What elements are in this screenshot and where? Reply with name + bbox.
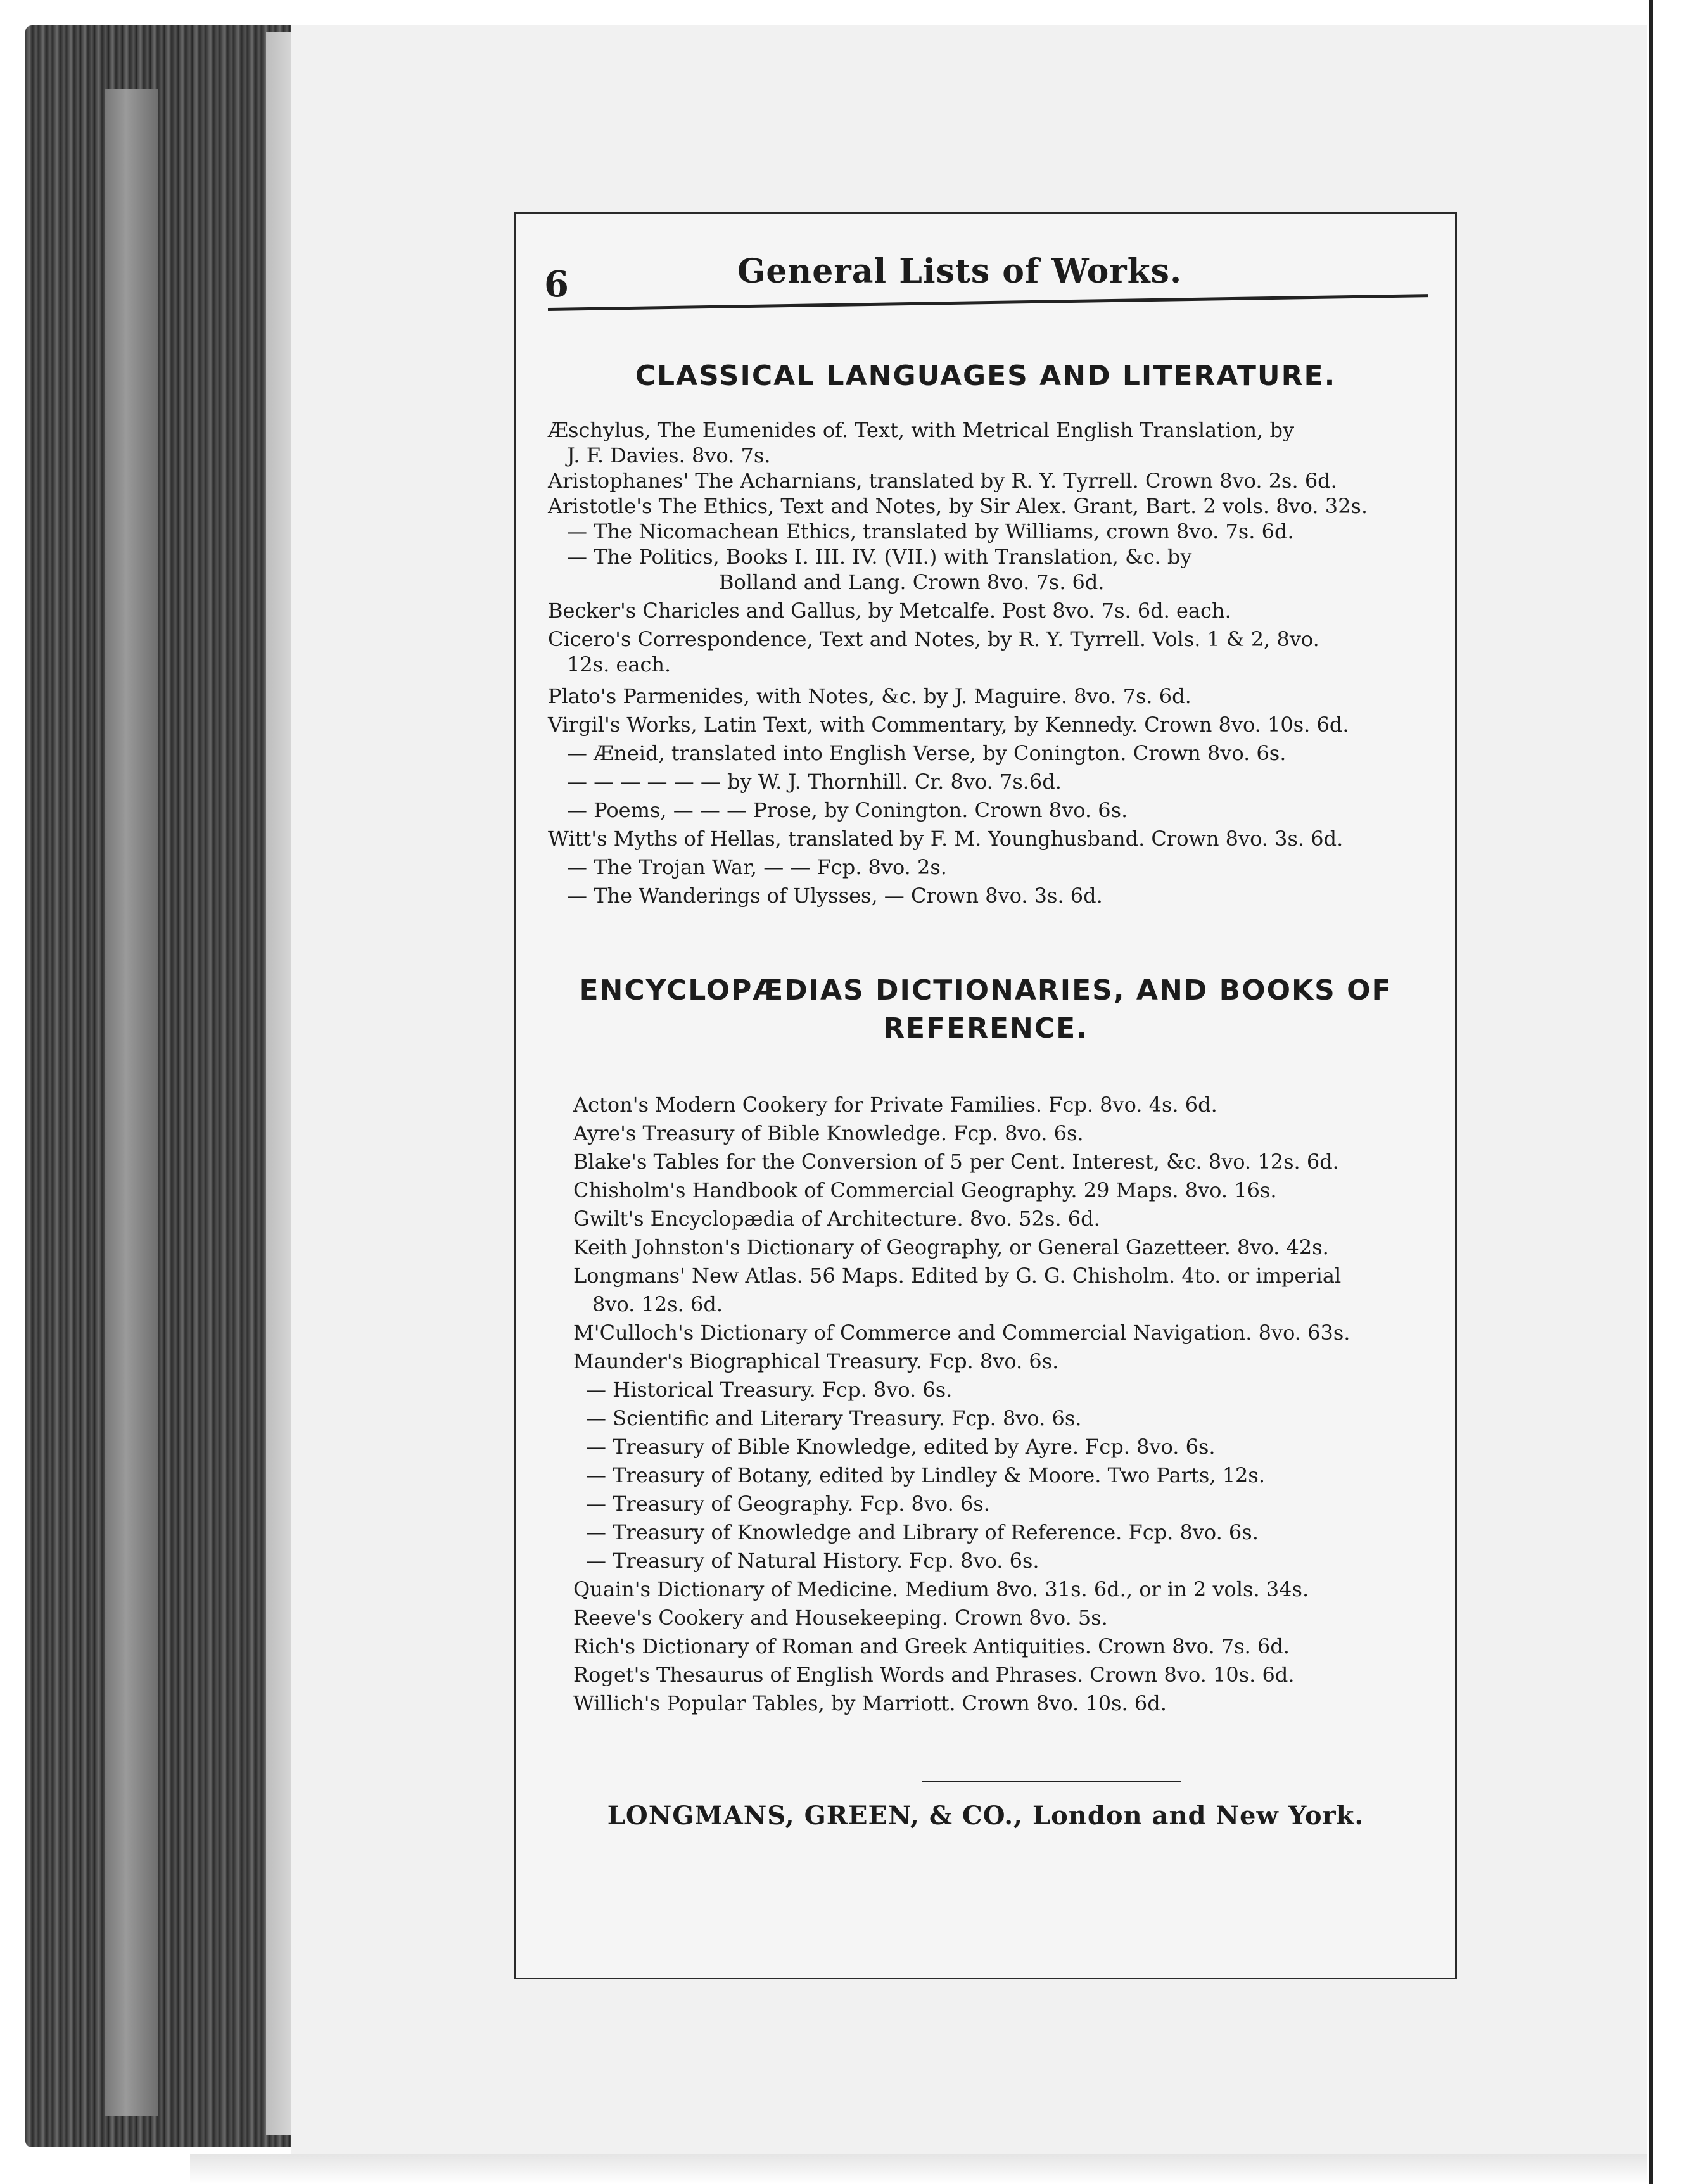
entry-line: — Historical Treasury. Fcp. 8vo. 6s.: [586, 1378, 953, 1402]
publisher-imprint: LONGMANS, GREEN, & CO., London and New York.: [607, 1801, 1364, 1831]
entry-line: — Treasury of Knowledge and Library of Reference. Fcp. 8vo. 6s.: [586, 1520, 1259, 1544]
section-heading-reference-2: REFERENCE.: [883, 1012, 1088, 1044]
printed-page: [514, 212, 1457, 1979]
entry-line: — Æneid, translated into English Verse, by Conington. Crown 8vo. 6s.: [567, 741, 1287, 765]
entry-line: Acton's Modern Cookery for Private Families. Fcp. 8vo. 4s. 6d.: [573, 1093, 1217, 1117]
book-edge-band: [105, 89, 158, 2116]
entry-line: Cicero's Correspondence, Text and Notes, by R. Y. Tyrrell. Vols. 1 & 2, 8vo.: [548, 627, 1319, 651]
entry-line: Blake's Tables for the Conversion of 5 per Cent. Interest, &c. 8vo. 12s. 6d.: [573, 1150, 1339, 1174]
page-number: 6: [544, 263, 569, 305]
entry-line: Plato's Parmenides, with Notes, &c. by J. Maguire. 8vo. 7s. 6d.: [548, 684, 1191, 708]
entry-line: 8vo. 12s. 6d.: [592, 1292, 723, 1316]
entry-line: Ayre's Treasury of Bible Knowledge. Fcp. 8vo. 6s.: [573, 1121, 1084, 1145]
entry-line: Becker's Charicles and Gallus, by Metcalfe. Post 8vo. 7s. 6d. each.: [548, 599, 1231, 623]
entry-line: Æschylus, The Eumenides of. Text, with Metrical English Translation, by: [548, 418, 1295, 442]
entry-line: — Treasury of Bible Knowledge, edited by Ayre. Fcp. 8vo. 6s.: [586, 1435, 1216, 1459]
entry-line: Willich's Popular Tables, by Marriott. Crown 8vo. 10s. 6d.: [573, 1691, 1167, 1715]
entry-line: Longmans' New Atlas. 56 Maps. Edited by G. G. Chisholm. 4to. or imperial: [573, 1264, 1342, 1288]
entry-line: — Poems, — — — Prose, by Conington. Crown 8vo. 6s.: [567, 798, 1128, 822]
entry-line: 12s. each.: [567, 652, 671, 676]
entry-line: — The Politics, Books I. III. IV. (VII.) with Translation, &c. by: [567, 545, 1192, 569]
entry-line: Gwilt's Encyclopædia of Architecture. 8vo. 52s. 6d.: [573, 1207, 1100, 1231]
section-heading-classical: CLASSICAL LANGUAGES AND LITERATURE.: [635, 360, 1337, 392]
footer-rule: [922, 1781, 1181, 1782]
entry-line: J. F. Davies. 8vo. 7s.: [567, 443, 771, 467]
scan-right-border: [1649, 0, 1653, 2184]
entry-line: — — — — — — by W. J. Thornhill. Cr. 8vo. 7s.6d.: [567, 770, 1062, 794]
entry-line: — The Trojan War, — — Fcp. 8vo. 2s.: [567, 855, 947, 879]
entry-line: Aristotle's The Ethics, Text and Notes, by Sir Alex. Grant, Bart. 2 vols. 8vo. 32s.: [548, 494, 1368, 518]
scan-bottom-shade: [190, 2154, 1647, 2184]
entry-line: M'Culloch's Dictionary of Commerce and Commercial Navigation. 8vo. 63s.: [573, 1321, 1350, 1345]
entry-line: Roget's Thesaurus of English Words and Phrases. Crown 8vo. 10s. 6d.: [573, 1663, 1295, 1687]
entry-line: Virgil's Works, Latin Text, with Commentary, by Kennedy. Crown 8vo. 10s. 6d.: [548, 713, 1349, 737]
entry-line: Bolland and Lang. Crown 8vo. 7s. 6d.: [719, 570, 1105, 594]
reference-entries: [516, 214, 1455, 1978]
entry-line: Witt's Myths of Hellas, translated by F. M. Younghusband. Crown 8vo. 3s. 6d.: [548, 827, 1344, 851]
entry-line: Maunder's Biographical Treasury. Fcp. 8vo. 6s.: [573, 1349, 1059, 1373]
entry-line: — Treasury of Botany, edited by Lindley & Moore. Two Parts, 12s.: [586, 1463, 1265, 1487]
page-title: General Lists of Works.: [737, 252, 1183, 291]
entry-line: Aristophanes' The Acharnians, translated by R. Y. Tyrrell. Crown 8vo. 2s. 6d.: [548, 469, 1337, 493]
entry-line: — The Nicomachean Ethics, translated by Williams, crown 8vo. 7s. 6d.: [567, 519, 1294, 543]
entry-line: — The Wanderings of Ulysses, — Crown 8vo. 3s. 6d.: [567, 884, 1103, 908]
entry-line: — Treasury of Natural History. Fcp. 8vo. 6s.: [586, 1549, 1039, 1573]
book-page-edges: [25, 25, 291, 2147]
entry-line: Reeve's Cookery and Housekeeping. Crown 8vo. 5s.: [573, 1606, 1108, 1630]
entry-line: Quain's Dictionary of Medicine. Medium 8vo. 31s. 6d., or in 2 vols. 34s.: [573, 1577, 1309, 1601]
entry-line: Rich's Dictionary of Roman and Greek Antiquities. Crown 8vo. 7s. 6d.: [573, 1634, 1290, 1658]
entry-line: Chisholm's Handbook of Commercial Geography. 29 Maps. 8vo. 16s.: [573, 1178, 1277, 1202]
section-heading-reference-1: ENCYCLOPÆDIAS DICTIONARIES, AND BOOKS OF: [579, 974, 1392, 1006]
entry-line: Keith Johnston's Dictionary of Geography, or General Gazetteer. 8vo. 42s.: [573, 1235, 1329, 1259]
entry-line: — Treasury of Geography. Fcp. 8vo. 6s.: [586, 1492, 990, 1516]
entry-line: — Scientific and Literary Treasury. Fcp. 8vo. 6s.: [586, 1406, 1082, 1430]
